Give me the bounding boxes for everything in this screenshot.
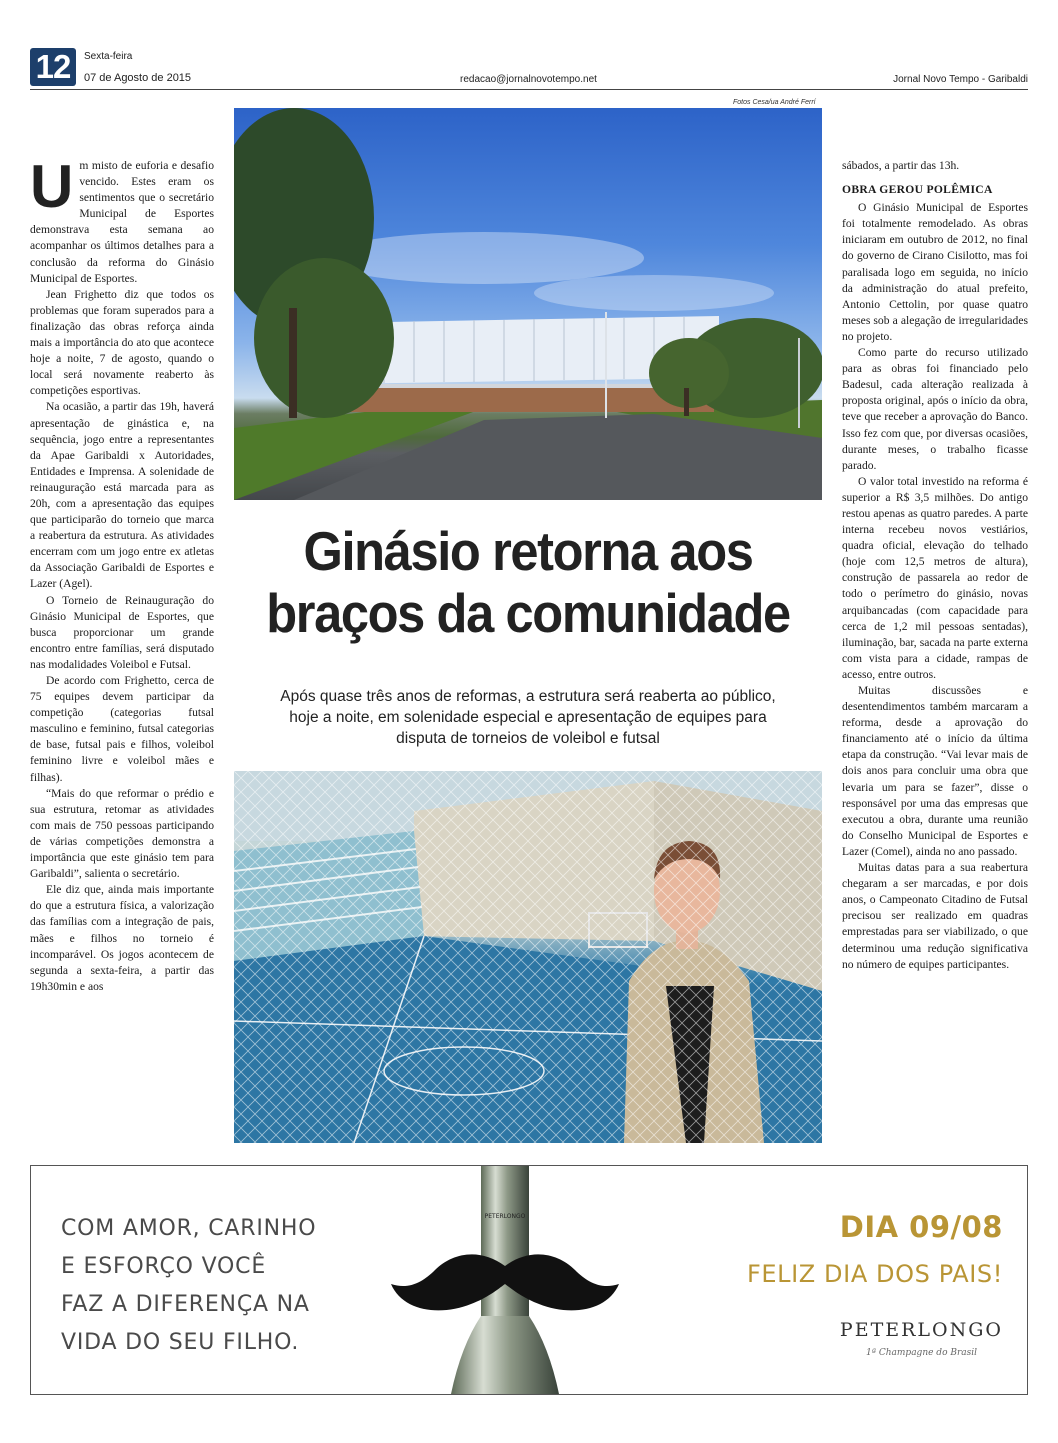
article-paragraph: O valor total investido na reforma é superior a R$ 3,5 milhões. Do antigo restou apenas as quatro paredes. A parte interna recebeu novos vestiários, quadra oficial, elevação do telhado (hoje com 12,5 metros de altura), construção de passarela ao redor de todo o perímetro do ginásio, novas arquibancadas (com capacidade para cerca de 1,2 mil pessoas sentadas), iluminação, bar, sacada na parte externa com vista para a cidade, rampas de acesso, entre outros. [842, 474, 1028, 681]
article-paragraph: O Torneio de Reinauguração do Ginásio Municipal de Esportes, que busca proporcionar um grande encontro entre famílias, será disputado nas modalidades Voleibol e Futsal. [30, 593, 214, 671]
ad-greeting: FELIZ DIA DOS PAIS! [746, 1260, 1003, 1288]
ad-message-line: E ESFORÇO VOCÊ [61, 1254, 267, 1279]
subheadline: Após quase três anos de reformas, a estrutura será reaberta ao público, hoje a noite, em solenidade especial e apresentação de equipes para disputa de torneios de voleibol e futsal [280, 688, 776, 747]
article-paragraph: Como parte do recurso utilizado para as obras foi financiado pelo Badesul, cada alteração realizada à proposta original, após o início da obra, teve que receber a aprovação do Banco. Isso fez com que, por diversas ocasiões, durante meses, o trabalho ficasse parado. [842, 346, 1028, 472]
article-right-column [842, 158, 1028, 1150]
section-heading: OBRA GEROU POLÊMICA [842, 183, 993, 197]
photo-credit: Fotos Cesa/ua André Ferrí [733, 99, 816, 106]
header-newspaper-name: Jornal Novo Tempo - Garibaldi [893, 74, 1028, 85]
article-continuation: sábados, a partir das 13h. [842, 159, 960, 172]
gymnasium-interior-photo [234, 771, 822, 1143]
ad-message-line: FAZ A DIFERENÇA NA [61, 1292, 310, 1317]
champagne-bottle-mustache-graphic [381, 1166, 651, 1394]
ad-slogan: 1ª Champagne do Brasil [865, 1348, 977, 1358]
ad-date: DIA 09/08 [839, 1210, 1003, 1244]
ad-brand: PETERLONGO [839, 1319, 1003, 1341]
article-paragraph: m misto de euforia e desafio vencido. Estes eram os sentimentos que o secretário Municipal de Esportes demonstrava esta semana ao acompanhar os últimos detalhes para a conclusão da reforma do Ginásio Municipal de Esportes. [30, 159, 214, 285]
article-paragraph: Na ocasião, a partir das 19h, haverá apresentação de ginástica e, na sequência, jogo entre a representantes da Apae Garibaldi x Autoridades, Entidades e Imprensa. A solenidade de reinauguração está marcada para as 20h, com a apresentação das equipes que participarão do torneio que marca a reabertura da estrutura. As atividades encerram com um jogo entre ex atletas da Associação Garibaldi de Esportes e Lazer (Agel). [30, 400, 214, 591]
header-rule [30, 89, 1028, 90]
article-paragraph: Muitas datas para a sua reabertura chegaram a ser marcadas, e por dois anos, o Campeonato Citadino de Futsal precisou ser realizado em quadras emprestadas para ser viabilizado, o que determinou uma redução significativa no número de equipes participantes. [842, 861, 1028, 971]
article-left-column [30, 158, 214, 1150]
gymnasium-exterior-photo [234, 108, 822, 500]
header-weekday: Sexta-feira [84, 51, 133, 62]
ad-message [61, 1210, 401, 1362]
ad-message-line: COM AMOR, CARINHO [61, 1216, 317, 1241]
bottle-label: PETERLONGO [484, 1213, 526, 1220]
bottle-shoulder [451, 1316, 559, 1394]
article-paragraph: Muitas discussões e desentendimentos também marcaram a reforma, desde a aprovação do financiamento até o início da última etapa da construção. “Vai levar mais de dois anos para concluir uma obra que levaria um para se fazer”, disse o responsável por uma das empresas que executou a obra, durante uma reunião do Conselho Municipal de Esportes e Lazer (Comel), ainda no ano passado. [842, 684, 1028, 858]
ad-message-line: VIDA DO SEU FILHO. [61, 1330, 300, 1355]
gymnasium-exterior-illustration [234, 108, 822, 500]
article-paragraph: Ele diz que, ainda mais importante do que a estrutura física, a valorização das famílias com a integração de pais, mães e filhos no torneio é incomparável. Os jogos acontecem de segunda a sexta-feira, a partir das 19h30min e aos [30, 883, 214, 993]
drop-cap: U [30, 158, 74, 220]
page-header [30, 48, 1028, 88]
article-paragraph: Jean Frighetto diz que todos os problemas que foram superados para a finalização das obras reforça ainda mais a importância do ato que acontece hoje a noite, 7 de agosto, quando o local será novamente reaberto às competições esportivas. [30, 287, 214, 398]
gymnasium-interior-illustration [234, 771, 822, 1143]
header-email: redacao@jornalnovotempo.net [460, 74, 597, 85]
header-date: 07 de Agosto de 2015 [84, 72, 192, 84]
article-paragraph: De acordo com Frighetto, cerca de 75 equipes devem participar da competição (categorias futsal masculino e feminino, futsal categorias de base, futsal pais e filhos, voleibol feminino livre e voleibol mães e filhas). [30, 674, 214, 784]
article-paragraph: “Mais do que reformar o prédio e sua estrutura, retomar as atividades com mais de 750 pessoas participando de várias competições demonstra a importância que este ginásio tem para Garibaldi”, salienta o secretário. [30, 786, 214, 881]
advertisement [30, 1165, 1028, 1395]
page-number: 12 [30, 48, 76, 86]
headline: Ginásio retorna aos braços da comunidade [266, 520, 790, 644]
article-paragraph: O Ginásio Municipal de Esportes foi totalmente remodelado. As obras iniciaram em outubro de 2012, no final do governo de Cirano Cisilotto, mas foi paralisada logo em seguida, no início da administração do atual prefeito, Antonio Cettolin, por quase quatro meses sob a alegação de irregularidades no projeto. [842, 201, 1028, 343]
